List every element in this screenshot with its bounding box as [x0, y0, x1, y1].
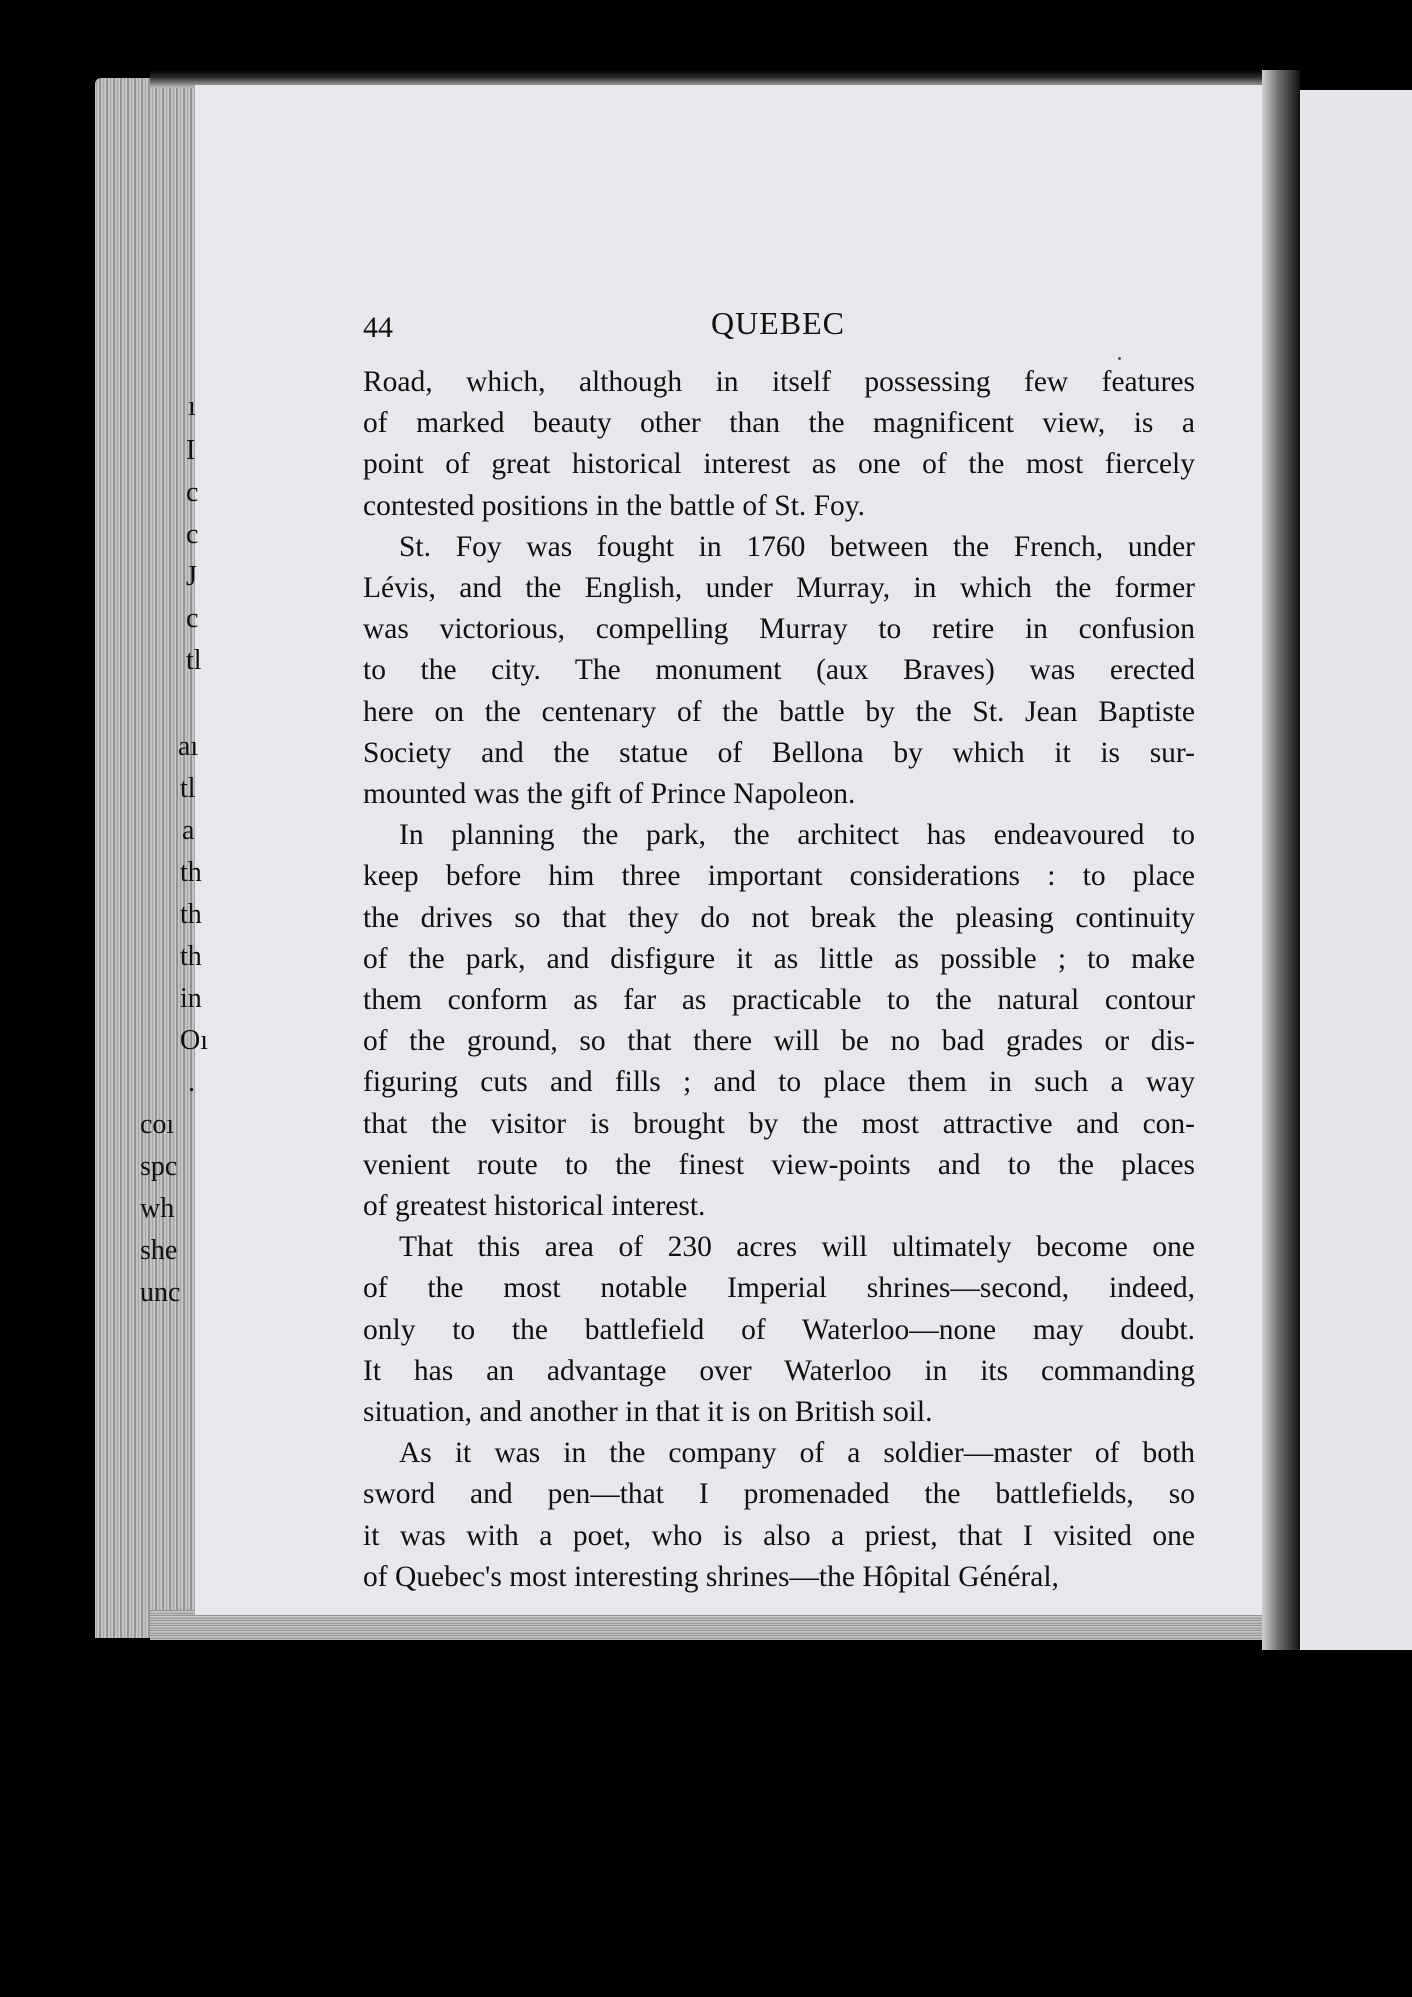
page-header: [363, 305, 1193, 345]
text-line: contested positions in the battle of St. Foy.: [363, 489, 866, 522]
facing-page-fragment: th: [180, 857, 202, 888]
paragraph: [363, 1227, 1195, 1433]
text-line: was victorious, compelling Murray to retire in confusion: [363, 613, 1195, 646]
facing-page-fragment: c: [186, 477, 199, 508]
text-line: Society and the statue of Bellona by which it is sur-: [363, 736, 1195, 769]
text-line: mounted was the gift of Prince Napoleon.: [363, 778, 856, 811]
text-line: of the park, and disfigure it as little as possible ; to make: [363, 942, 1195, 975]
text-line: only to the battlefield of Waterloo—none may doubt.: [363, 1313, 1195, 1346]
text-line: here on the centenary of the battle by the St. Jean Baptiste: [363, 695, 1195, 728]
facing-page-fragment: c: [186, 519, 199, 550]
text-line: figuring cuts and fills ; and to place them in such a way: [363, 1066, 1195, 1099]
text-line: Road, which, although in itself possessing few features: [363, 366, 1195, 398]
text-line: of the ground, so that there will be no bad grades or dis-: [363, 1025, 1195, 1058]
facing-page-fragment: Oı: [180, 1025, 208, 1056]
facing-page-fragment: tl: [186, 645, 202, 676]
scan-speck: [1118, 357, 1121, 360]
facing-page-fragment: J: [186, 561, 197, 592]
facing-page-fragment: unc: [140, 1277, 181, 1308]
facing-page-fragment: .: [188, 1067, 195, 1098]
paragraph: [363, 815, 1195, 1227]
facing-page-fragment: I: [186, 435, 196, 466]
body-text: [363, 362, 1195, 1598]
page-number: 44: [363, 311, 393, 344]
facing-page-fragment: tl: [180, 773, 196, 804]
text-line: It has an advantage over Waterloo in its commanding: [363, 1354, 1195, 1387]
text-line: keep before him three important considerations : to place: [363, 860, 1195, 893]
text-line: to the city. The monument (aux Braves) was erected: [363, 654, 1195, 687]
paragraph: [363, 362, 1195, 527]
book-gutter: [1262, 70, 1300, 1650]
text-line: of marked beauty other than the magnificent view, is a: [363, 407, 1195, 440]
facing-page-fragment: ı: [188, 391, 196, 422]
facing-page-fragment: aı: [178, 731, 199, 762]
text-line: In planning the park, the architect has endeavoured to: [399, 819, 1195, 852]
facing-page-fragment: c: [186, 603, 199, 634]
text-line: that the visitor is brought by the most attractive and con-: [363, 1107, 1195, 1140]
text-line: Lévis, and the English, under Murray, in which the former: [363, 572, 1195, 605]
facing-page-fragment: she: [140, 1235, 178, 1266]
text-line: As it was in the company of a soldier—master of both: [399, 1437, 1195, 1470]
facing-page-fragment: coı: [140, 1109, 175, 1140]
text-line: point of great historical interest as one of the most fiercely: [363, 448, 1195, 481]
text-line: the drives so that they do not break the pleasing continuity: [363, 901, 1195, 934]
text-line: of Quebec's most interesting shrines—the Hôpital Général,: [363, 1560, 1059, 1593]
facing-page-fragment: a: [182, 815, 195, 846]
text-line: it was with a poet, who is also a priest, that I visited one: [363, 1519, 1195, 1552]
text-line: sword and pen—that I promenaded the battlefields, so: [363, 1478, 1195, 1511]
text-line: situation, and another in that it is on British soil.: [363, 1396, 933, 1429]
paragraph: [363, 1433, 1195, 1598]
text-line: venient route to the finest view-points and to the places: [363, 1148, 1195, 1181]
text-line: them conform as far as practicable to the natural contour: [363, 984, 1195, 1017]
paragraph: [363, 527, 1195, 815]
facing-page-fragment: in: [180, 983, 202, 1014]
facing-page-fragment: th: [180, 941, 202, 972]
text-line: That this area of 230 acres will ultimately become one: [399, 1231, 1195, 1264]
text-line: St. Foy was fought in 1760 between the French, under: [399, 530, 1195, 563]
facing-page-fragment: spc: [140, 1151, 178, 1182]
text-line: of greatest historical interest.: [363, 1190, 706, 1223]
facing-page-fragment: wh: [140, 1193, 175, 1224]
facing-page-fragment: th: [180, 899, 202, 930]
text-line: of the most notable Imperial shrines—second, indeed,: [363, 1272, 1195, 1305]
running-title: QUEBEC: [711, 305, 845, 341]
